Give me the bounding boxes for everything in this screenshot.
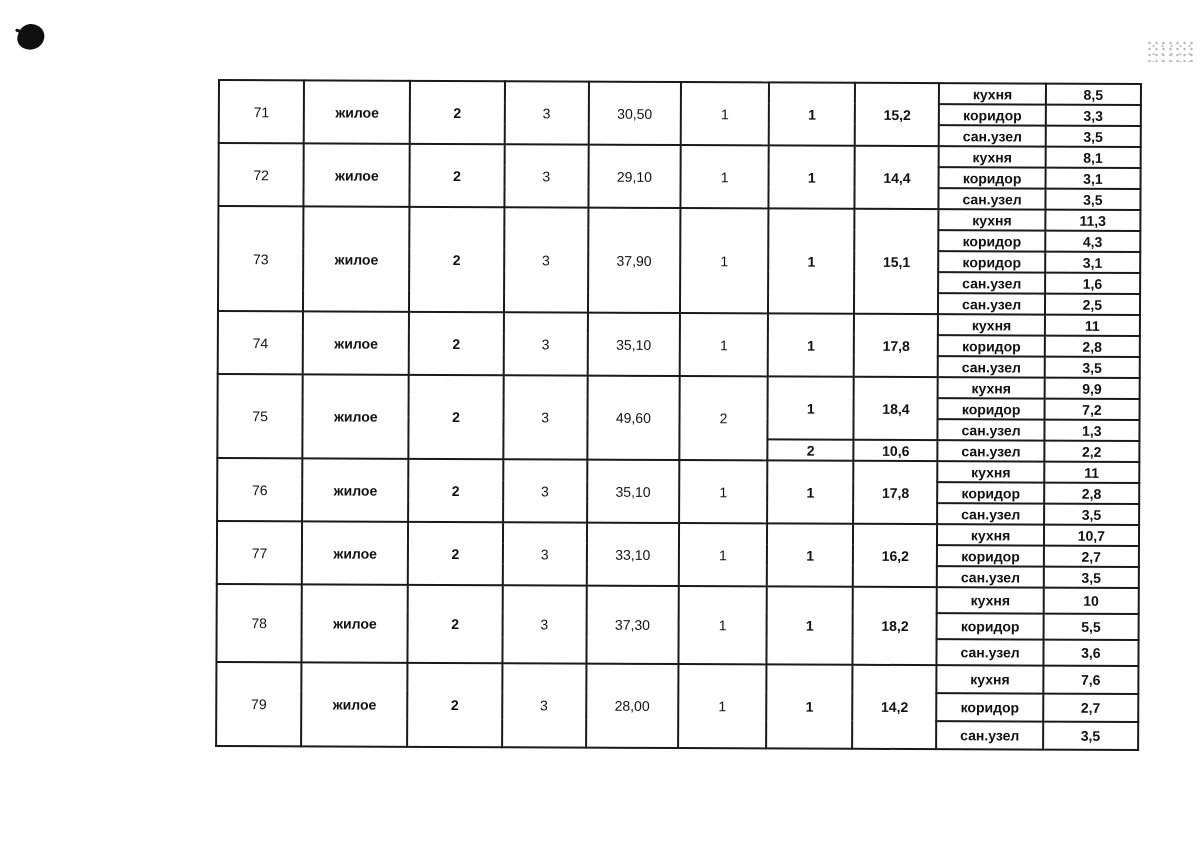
total-area: 29,10 — [588, 145, 680, 208]
aux-room-area: 8,5 — [1046, 84, 1141, 105]
aux-room-name: коридор — [937, 545, 1043, 566]
apartment-number: 78 — [216, 584, 302, 662]
aux-room-name: сан.узел — [939, 188, 1045, 209]
aux-room-area: 8,1 — [1045, 147, 1140, 168]
total-area: 35,10 — [587, 313, 679, 376]
aux-room-name: коридор — [939, 230, 1045, 251]
aux-room-name: кухня — [938, 461, 1044, 482]
table-row — [218, 311, 1140, 336]
apartment-number: 74 — [218, 311, 303, 374]
living-room-count: 1 — [680, 313, 768, 376]
living-room-number: 1 — [767, 586, 854, 664]
aux-room-area: 11 — [1044, 462, 1139, 483]
premises-type: жилое — [304, 80, 410, 143]
total-area: 37,90 — [588, 208, 681, 313]
room-count: 2 — [408, 459, 502, 522]
aux-room-area: 1,3 — [1044, 420, 1139, 441]
floor: 3 — [503, 459, 587, 522]
room-count: 2 — [409, 375, 504, 459]
room-count: 2 — [409, 312, 503, 375]
living-room-count: 1 — [680, 208, 769, 313]
room-count: 2 — [410, 81, 504, 144]
aux-room-name: коридор — [939, 251, 1045, 272]
aux-room-name: кухня — [939, 83, 1045, 104]
aux-room-area: 3,6 — [1043, 640, 1138, 666]
aux-room-area: 2,7 — [1043, 694, 1138, 722]
aux-room-area: 11,3 — [1045, 210, 1140, 231]
aux-room-name: коридор — [938, 335, 1044, 356]
aux-room-name: коридор — [938, 398, 1044, 419]
living-room-count: 2 — [679, 376, 768, 460]
floor: 3 — [503, 375, 588, 459]
apartment-number: 71 — [219, 80, 304, 143]
aux-room-name: коридор — [938, 482, 1044, 503]
aux-room-name: кухня — [937, 524, 1043, 545]
aux-room-area: 10 — [1043, 588, 1138, 614]
apartment-table — [215, 79, 1142, 751]
aux-room-area: 3,3 — [1046, 105, 1141, 126]
aux-room-name: сан.узел — [938, 419, 1044, 440]
premises-type: жилое — [301, 662, 408, 746]
aux-room-area: 3,5 — [1044, 504, 1139, 525]
premises-type: жилое — [302, 458, 408, 521]
total-area: 49,60 — [587, 376, 680, 460]
living-room-number: 1 — [768, 208, 855, 313]
table-row — [217, 521, 1139, 546]
living-room-number: 1 — [769, 145, 855, 208]
living-room-number: 2 — [767, 439, 853, 460]
total-area: 37,30 — [586, 586, 679, 664]
aux-room-name: кухня — [939, 146, 1045, 167]
premises-type: жилое — [302, 584, 409, 662]
aux-room-name: кухня — [937, 587, 1043, 613]
ink-blot — [14, 20, 47, 53]
aux-room-area: 3,1 — [1045, 168, 1140, 189]
living-room-number: 1 — [767, 523, 853, 586]
table-row — [218, 206, 1140, 231]
living-room-number: 1 — [766, 664, 853, 748]
scan-specks — [1146, 40, 1194, 62]
living-room-area: 16,2 — [853, 524, 937, 587]
aux-room-name: кухня — [939, 209, 1045, 230]
table-row — [217, 584, 1139, 614]
living-room-count: 1 — [681, 82, 769, 145]
living-room-area: 17,8 — [854, 314, 938, 377]
floor: 3 — [503, 312, 587, 375]
apartment-number: 72 — [218, 143, 303, 206]
living-room-area: 15,2 — [855, 83, 939, 146]
total-area: 35,10 — [587, 460, 679, 523]
apartment-number: 73 — [218, 206, 304, 311]
table-row — [218, 374, 1140, 399]
living-room-number: 1 — [769, 82, 855, 145]
aux-room-area: 7,6 — [1043, 666, 1138, 694]
living-room-area: 18,4 — [854, 377, 938, 440]
premises-type: жилое — [304, 143, 410, 206]
aux-room-name: сан.узел — [938, 293, 1044, 314]
living-room-area: 17,8 — [853, 461, 937, 524]
table-row — [219, 80, 1141, 105]
aux-room-name: кухня — [938, 314, 1044, 335]
room-count: 2 — [409, 207, 504, 312]
living-room-count: 1 — [679, 523, 767, 586]
floor: 3 — [502, 663, 587, 747]
aux-room-area: 2,8 — [1044, 483, 1139, 504]
apartment-number: 75 — [217, 374, 303, 458]
living-room-count: 1 — [679, 460, 767, 523]
apartment-number: 76 — [217, 458, 302, 521]
premises-type: жилое — [302, 521, 408, 584]
living-room-count: 1 — [678, 586, 767, 664]
aux-room-area: 5,5 — [1043, 614, 1138, 640]
living-room-area: 10,6 — [854, 440, 938, 461]
apartment-number: 77 — [217, 521, 302, 584]
aux-room-area: 3,5 — [1045, 126, 1140, 147]
aux-room-name: сан.узел — [938, 503, 1044, 524]
room-count: 2 — [408, 585, 503, 663]
living-room-area: 14,2 — [852, 665, 937, 749]
aux-room-area: 3,5 — [1044, 357, 1139, 378]
floor: 3 — [502, 585, 587, 663]
floor: 3 — [502, 522, 586, 585]
aux-room-area: 2,2 — [1044, 441, 1139, 462]
aux-room-name: сан.узел — [937, 566, 1043, 587]
aux-room-area: 7,2 — [1044, 399, 1139, 420]
table-row — [219, 143, 1141, 168]
living-room-count: 1 — [678, 664, 767, 748]
aux-room-name: сан.узел — [937, 721, 1043, 749]
aux-room-area: 2,8 — [1044, 336, 1139, 357]
aux-room-area: 2,7 — [1044, 546, 1139, 567]
aux-room-area: 9,9 — [1044, 378, 1139, 399]
table-row — [217, 458, 1139, 483]
aux-room-area: 2,5 — [1045, 294, 1140, 315]
floor: 3 — [504, 81, 588, 144]
aux-room-area: 3,5 — [1045, 189, 1140, 210]
living-room-number: 1 — [768, 376, 854, 439]
aux-room-name: коридор — [939, 104, 1045, 125]
living-room-number: 1 — [768, 313, 854, 376]
aux-room-name: сан.узел — [938, 356, 1044, 377]
aux-room-area: 1,6 — [1045, 273, 1140, 294]
premises-type: жилое — [303, 311, 409, 374]
living-room-area: 18,2 — [853, 587, 938, 665]
premises-type: жилое — [303, 206, 410, 311]
living-room-number: 1 — [767, 460, 853, 523]
aux-room-name: кухня — [937, 665, 1043, 693]
aux-room-area: 11 — [1045, 315, 1140, 336]
aux-room-name: коридор — [937, 693, 1043, 721]
aux-room-name: сан.узел — [938, 440, 1044, 461]
aux-room-area: 3,5 — [1043, 567, 1138, 588]
table-row — [216, 662, 1138, 694]
total-area: 28,00 — [586, 664, 679, 748]
total-area: 33,10 — [587, 523, 679, 586]
aux-room-name: сан.узел — [939, 272, 1045, 293]
floor: 3 — [504, 144, 588, 207]
floor: 3 — [504, 207, 589, 312]
room-count: 2 — [408, 522, 502, 585]
aux-room-name: коридор — [939, 167, 1045, 188]
living-room-count: 1 — [680, 145, 768, 208]
apartment-number: 79 — [216, 662, 302, 746]
aux-room-area: 10,7 — [1044, 525, 1139, 546]
room-count: 2 — [407, 663, 502, 747]
aux-room-area: 3,5 — [1043, 722, 1138, 750]
premises-type: жилое — [303, 374, 410, 458]
total-area: 30,50 — [588, 82, 680, 145]
aux-room-name: сан.узел — [939, 125, 1045, 146]
room-count: 2 — [410, 144, 504, 207]
aux-room-name: коридор — [937, 613, 1043, 639]
aux-room-area: 4,3 — [1045, 231, 1140, 252]
aux-room-area: 3,1 — [1045, 252, 1140, 273]
living-room-area: 14,4 — [855, 146, 939, 209]
living-room-area: 15,1 — [854, 209, 939, 314]
aux-room-name: кухня — [938, 377, 1044, 398]
aux-room-name: сан.узел — [937, 639, 1043, 665]
